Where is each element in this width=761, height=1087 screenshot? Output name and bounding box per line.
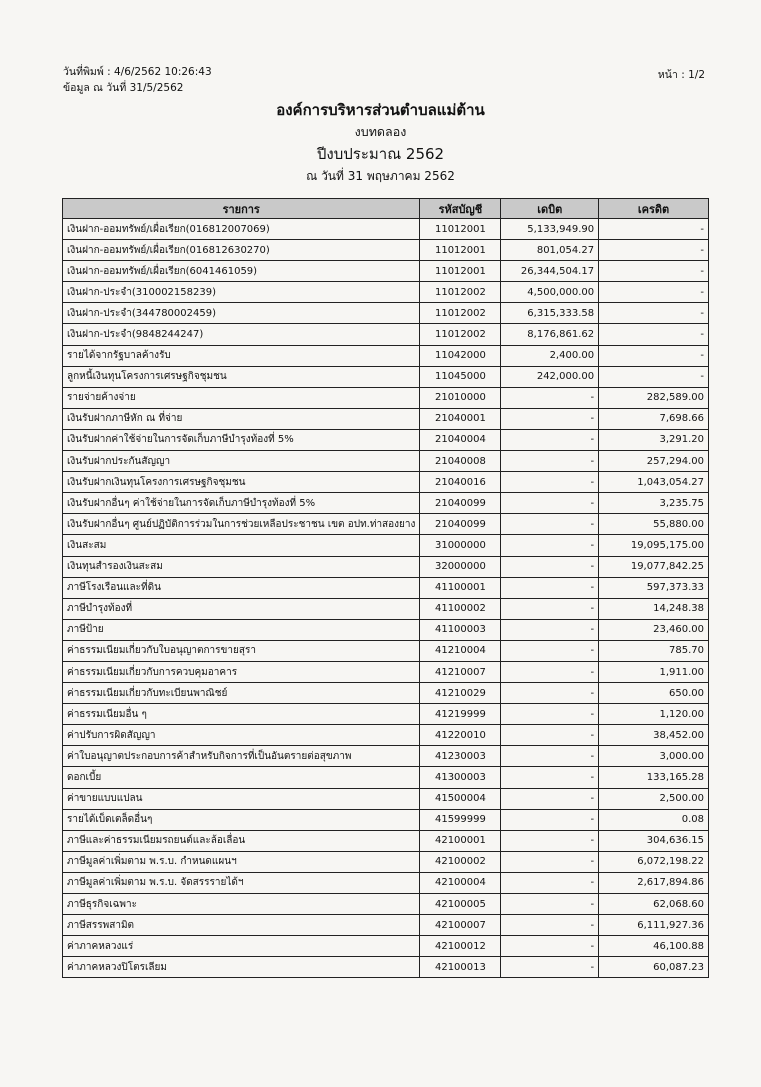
- cell-account-code: 41210007: [420, 661, 501, 682]
- print-date: วันที่พิมพ์ : 4/6/2562 10:26:43: [63, 66, 212, 78]
- table-row: [63, 535, 709, 556]
- cell-debit: -: [501, 661, 599, 682]
- table-row: [63, 324, 709, 345]
- table-row: [63, 577, 709, 598]
- table-row: [63, 219, 709, 240]
- cell-item: ค่าใบอนุญาตประกอบการค้าสำหรับกิจการที่เป็นอันตรายต่อสุขภาพ: [63, 746, 420, 767]
- page-number: หน้า : 1/2: [657, 69, 705, 81]
- cell-account-code: 42100007: [420, 915, 501, 936]
- cell-debit: 26,344,504.17: [501, 261, 599, 282]
- cell-account-code: 11012001: [420, 219, 501, 240]
- cell-account-code: 42100002: [420, 851, 501, 872]
- report-meta: [63, 64, 212, 96]
- cell-credit: 2,500.00: [599, 788, 709, 809]
- table-row: [63, 472, 709, 493]
- cell-debit: 801,054.27: [501, 240, 599, 261]
- table-row: [63, 809, 709, 830]
- cell-credit: 19,095,175.00: [599, 535, 709, 556]
- cell-item: ค่าภาคหลวงแร่: [63, 936, 420, 957]
- trial-balance-table: [62, 198, 709, 978]
- report-titles: [0, 98, 761, 186]
- cell-item: เงินรับฝากเงินทุนโครงการเศรษฐกิจชุมชน: [63, 472, 420, 493]
- cell-account-code: 11042000: [420, 345, 501, 366]
- cell-account-code: 42100001: [420, 830, 501, 851]
- cell-debit: -: [501, 387, 599, 408]
- cell-item: ภาษีและค่าธรรมเนียมรถยนต์และล้อเลื่อน: [63, 830, 420, 851]
- cell-account-code: 11012001: [420, 240, 501, 261]
- table-row: [63, 387, 709, 408]
- cell-credit: 38,452.00: [599, 725, 709, 746]
- cell-account-code: 11045000: [420, 366, 501, 387]
- cell-account-code: 42100005: [420, 894, 501, 915]
- cell-debit: 8,176,861.62: [501, 324, 599, 345]
- table-row: [63, 408, 709, 429]
- cell-debit: -: [501, 683, 599, 704]
- cell-debit: -: [501, 556, 599, 577]
- cell-item: ค่าปรับการผิดสัญญา: [63, 725, 420, 746]
- cell-credit: 6,111,927.36: [599, 915, 709, 936]
- table-row: [63, 514, 709, 535]
- cell-item: เงินฝาก-ออมทรัพย์/เผื่อเรียก(6041461059): [63, 261, 420, 282]
- data-date: ข้อมูล ณ วันที่ 31/5/2562: [63, 82, 184, 94]
- cell-item: เงินฝาก-ออมทรัพย์/เผื่อเรียก(016812630270): [63, 240, 420, 261]
- cell-credit: 46,100.88: [599, 936, 709, 957]
- fiscal-year: ปีงบประมาณ 2562: [316, 145, 445, 163]
- table-row: [63, 957, 709, 978]
- cell-credit: 2,617,894.86: [599, 872, 709, 893]
- cell-account-code: 41100003: [420, 619, 501, 640]
- cell-credit: 55,880.00: [599, 514, 709, 535]
- cell-credit: 0.08: [599, 809, 709, 830]
- table-row: [63, 704, 709, 725]
- cell-credit: -: [599, 261, 709, 282]
- cell-credit: 304,636.15: [599, 830, 709, 851]
- table-row: [63, 661, 709, 682]
- cell-item: เงินฝาก-ออมทรัพย์/เผื่อเรียก(016812007069): [63, 219, 420, 240]
- cell-account-code: 21040008: [420, 451, 501, 472]
- cell-item: ภาษีมูลค่าเพิ่มตาม พ.ร.บ. จัดสรรรายได้ฯ: [63, 872, 420, 893]
- cell-credit: 650.00: [599, 683, 709, 704]
- cell-item: ดอกเบี้ย: [63, 767, 420, 788]
- cell-credit: 23,460.00: [599, 619, 709, 640]
- table-row: [63, 493, 709, 514]
- cell-debit: -: [501, 577, 599, 598]
- table-row: [63, 936, 709, 957]
- cell-account-code: 41210004: [420, 640, 501, 661]
- cell-item: เงินทุนสำรองเงินสะสม: [63, 556, 420, 577]
- cell-account-code: 41599999: [420, 809, 501, 830]
- table-row: [63, 282, 709, 303]
- cell-debit: -: [501, 830, 599, 851]
- cell-debit: 4,500,000.00: [501, 282, 599, 303]
- cell-item: เงินฝาก-ประจำ(9848244247): [63, 324, 420, 345]
- column-header-credit: เครดิต: [599, 199, 709, 219]
- cell-item: เงินรับฝากค่าใช้จ่ายในการจัดเก็บภาษีบำรุงท้องที่ 5%: [63, 429, 420, 450]
- table-row: [63, 872, 709, 893]
- cell-credit: 597,373.33: [599, 577, 709, 598]
- table-row: [63, 240, 709, 261]
- cell-account-code: 41300003: [420, 767, 501, 788]
- cell-account-code: 32000000: [420, 556, 501, 577]
- table-row: [63, 788, 709, 809]
- table-row: [63, 261, 709, 282]
- cell-debit: -: [501, 894, 599, 915]
- cell-account-code: 41100002: [420, 598, 501, 619]
- cell-debit: -: [501, 725, 599, 746]
- table-row: [63, 619, 709, 640]
- table-row: [63, 894, 709, 915]
- cell-debit: -: [501, 429, 599, 450]
- table-row: [63, 746, 709, 767]
- cell-item: ค่าธรรมเนียมเกี่ยวกับการควบคุมอาคาร: [63, 661, 420, 682]
- table-row: [63, 451, 709, 472]
- cell-item: รายได้เบ็ดเตล็ดอื่นๆ: [63, 809, 420, 830]
- cell-credit: 60,087.23: [599, 957, 709, 978]
- cell-debit: -: [501, 872, 599, 893]
- cell-item: ภาษีโรงเรือนและที่ดิน: [63, 577, 420, 598]
- cell-item: เงินสะสม: [63, 535, 420, 556]
- cell-debit: -: [501, 788, 599, 809]
- cell-debit: 5,133,949.90: [501, 219, 599, 240]
- cell-credit: -: [599, 345, 709, 366]
- table-row: [63, 915, 709, 936]
- cell-item: ค่าธรรมเนียมเกี่ยวกับใบอนุญาตการขายสุรา: [63, 640, 420, 661]
- cell-credit: 282,589.00: [599, 387, 709, 408]
- cell-debit: -: [501, 514, 599, 535]
- cell-debit: -: [501, 472, 599, 493]
- cell-credit: 785.70: [599, 640, 709, 661]
- cell-item: เงินรับฝากอื่นๆ ค่าใช้จ่ายในการจัดเก็บภาษีบำรุงท้องที่ 5%: [63, 493, 420, 514]
- cell-credit: 3,291.20: [599, 429, 709, 450]
- column-header-account-code: รหัสบัญชี: [420, 199, 501, 219]
- cell-debit: -: [501, 767, 599, 788]
- cell-item: ภาษีสรรพสามิต: [63, 915, 420, 936]
- cell-account-code: 11012002: [420, 324, 501, 345]
- cell-item: เงินรับฝากประกันสัญญา: [63, 451, 420, 472]
- cell-account-code: 21040016: [420, 472, 501, 493]
- cell-item: ภาษีบำรุงท้องที่: [63, 598, 420, 619]
- cell-account-code: 41230003: [420, 746, 501, 767]
- cell-credit: -: [599, 240, 709, 261]
- cell-item: ลูกหนี้เงินทุนโครงการเศรษฐกิจชุมชน: [63, 366, 420, 387]
- cell-debit: -: [501, 704, 599, 725]
- cell-debit: -: [501, 493, 599, 514]
- cell-credit: 1,911.00: [599, 661, 709, 682]
- cell-credit: 19,077,842.25: [599, 556, 709, 577]
- cell-account-code: 21040001: [420, 408, 501, 429]
- cell-item: ภาษีป้าย: [63, 619, 420, 640]
- cell-account-code: 42100004: [420, 872, 501, 893]
- cell-item: รายจ่ายค้างจ่าย: [63, 387, 420, 408]
- table-row: [63, 366, 709, 387]
- cell-credit: -: [599, 303, 709, 324]
- cell-item: รายได้จากรัฐบาลค้างรับ: [63, 345, 420, 366]
- cell-debit: 6,315,333.58: [501, 303, 599, 324]
- cell-account-code: 21040099: [420, 514, 501, 535]
- cell-account-code: 11012001: [420, 261, 501, 282]
- cell-item: เงินฝาก-ประจำ(344780002459): [63, 303, 420, 324]
- as-of-date: ณ วันที่ 31 พฤษภาคม 2562: [306, 169, 455, 183]
- cell-credit: 14,248.38: [599, 598, 709, 619]
- cell-debit: -: [501, 619, 599, 640]
- table-row: [63, 303, 709, 324]
- cell-item: ค่าภาคหลวงปิโตรเลียม: [63, 957, 420, 978]
- cell-debit: -: [501, 408, 599, 429]
- cell-credit: -: [599, 282, 709, 303]
- table-row: [63, 429, 709, 450]
- cell-debit: -: [501, 957, 599, 978]
- cell-credit: 133,165.28: [599, 767, 709, 788]
- org-name: องค์การบริหารส่วนตำบลแม่ต้าน: [276, 101, 485, 119]
- cell-credit: -: [599, 366, 709, 387]
- cell-item: ค่าขายแบบแปลน: [63, 788, 420, 809]
- cell-item: เงินฝาก-ประจำ(310002158239): [63, 282, 420, 303]
- cell-credit: 1,120.00: [599, 704, 709, 725]
- cell-account-code: 41220010: [420, 725, 501, 746]
- cell-debit: -: [501, 851, 599, 872]
- cell-item: เงินรับฝากภาษีหัก ณ ที่จ่าย: [63, 408, 420, 429]
- cell-debit: -: [501, 451, 599, 472]
- table-row: [63, 767, 709, 788]
- table-row: [63, 683, 709, 704]
- cell-account-code: 41500004: [420, 788, 501, 809]
- table-header-row: [63, 199, 709, 219]
- table-body: [63, 219, 709, 978]
- cell-credit: -: [599, 219, 709, 240]
- table-row: [63, 725, 709, 746]
- cell-item: ภาษีธุรกิจเฉพาะ: [63, 894, 420, 915]
- report-title: งบทดลอง: [354, 124, 407, 139]
- cell-debit: 2,400.00: [501, 345, 599, 366]
- table-row: [63, 556, 709, 577]
- cell-account-code: 11012002: [420, 303, 501, 324]
- cell-account-code: 11012002: [420, 282, 501, 303]
- cell-item: ค่าธรรมเนียมเกี่ยวกับทะเบียนพาณิชย์: [63, 683, 420, 704]
- column-header-item: รายการ: [63, 199, 420, 219]
- cell-credit: 62,068.60: [599, 894, 709, 915]
- cell-credit: 6,072,198.22: [599, 851, 709, 872]
- cell-account-code: 41210029: [420, 683, 501, 704]
- cell-account-code: 42100012: [420, 936, 501, 957]
- cell-debit: -: [501, 535, 599, 556]
- table-row: [63, 851, 709, 872]
- cell-item: ภาษีมูลค่าเพิ่มตาม พ.ร.บ. กำหนดแผนฯ: [63, 851, 420, 872]
- cell-item: ค่าธรรมเนียมอื่น ๆ: [63, 704, 420, 725]
- cell-debit: -: [501, 936, 599, 957]
- table-row: [63, 345, 709, 366]
- cell-debit: -: [501, 640, 599, 661]
- cell-credit: -: [599, 324, 709, 345]
- cell-debit: -: [501, 809, 599, 830]
- table-row: [63, 830, 709, 851]
- cell-account-code: 21010000: [420, 387, 501, 408]
- cell-debit: -: [501, 598, 599, 619]
- cell-debit: -: [501, 915, 599, 936]
- table-row: [63, 598, 709, 619]
- cell-item: เงินรับฝากอื่นๆ ศูนย์ปฏิบัติการร่วมในการช่วยเหลือประชาชน เขต อปท.ท่าสองยาง: [63, 514, 420, 535]
- column-header-debit: เดบิต: [501, 199, 599, 219]
- table-row: [63, 640, 709, 661]
- cell-account-code: 21040099: [420, 493, 501, 514]
- cell-account-code: 31000000: [420, 535, 501, 556]
- cell-account-code: 41219999: [420, 704, 501, 725]
- cell-credit: 3,235.75: [599, 493, 709, 514]
- cell-account-code: 21040004: [420, 429, 501, 450]
- cell-debit: -: [501, 746, 599, 767]
- cell-credit: 257,294.00: [599, 451, 709, 472]
- cell-account-code: 42100013: [420, 957, 501, 978]
- cell-debit: 242,000.00: [501, 366, 599, 387]
- cell-account-code: 41100001: [420, 577, 501, 598]
- cell-credit: 3,000.00: [599, 746, 709, 767]
- cell-credit: 1,043,054.27: [599, 472, 709, 493]
- cell-credit: 7,698.66: [599, 408, 709, 429]
